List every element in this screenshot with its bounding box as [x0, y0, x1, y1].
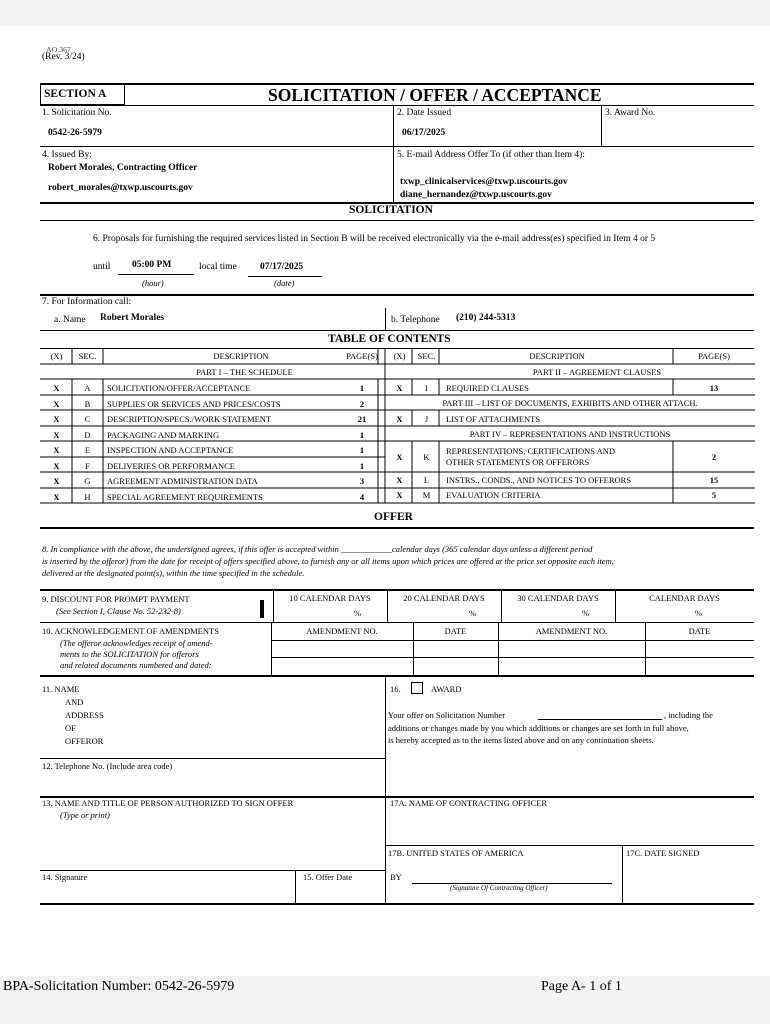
- rule: [385, 675, 386, 903]
- toc-right-m-pages: 5: [711, 490, 717, 500]
- date-value: 07/17/2025: [260, 262, 304, 272]
- toc-right-m-x: X: [396, 490, 403, 500]
- item8-line3: delivered at the designated point(s), within the time specified in the schedule.: [42, 568, 305, 578]
- rule: [385, 845, 754, 846]
- toc-right-j-x: X: [396, 414, 403, 424]
- issued-by-label: 4. Issued By:: [42, 150, 92, 160]
- email-offer-1: txwp_clinicalservices@txwp.uscourts.gov: [400, 177, 568, 187]
- amend-no-label: AMENDMENT NO.: [306, 626, 378, 636]
- toc-right-l-desc: INSTRS., CONDS., AND NOTICES TO OFFERORS: [446, 475, 632, 485]
- toc-row-pages: 2: [359, 398, 365, 409]
- toc-right-m-desc: EVALUATION CRITERIA: [446, 490, 541, 500]
- toc-row-x: X: [53, 476, 60, 486]
- toc-row-x: X: [53, 414, 60, 424]
- form-title: SOLICITATION / OFFER / ACCEPTANCE: [268, 85, 602, 105]
- pct-cal: %: [695, 608, 703, 618]
- toc-row-desc: PACKAGING AND MARKING: [107, 429, 220, 440]
- rule: [40, 675, 754, 677]
- toc-row-desc: SPECIAL AGREEMENT REQUIREMENTS: [107, 491, 263, 502]
- amend-date-label-2: DATE: [688, 626, 711, 636]
- toc-row-desc: INSPECTION AND ACCEPTANCE: [107, 445, 234, 455]
- info-name-label: a. Name: [54, 315, 86, 325]
- rule: [40, 105, 754, 106]
- discount-label: 9. DISCOUNT FOR PROMPT PAYMENT: [42, 594, 190, 604]
- solicitation-no-label: 1. Solicitation No.: [42, 108, 112, 118]
- toc-row-pages: 1: [359, 445, 365, 455]
- hour-value: 05:00 PM: [132, 260, 172, 270]
- signature-label: 14. Signature: [42, 872, 88, 882]
- toc-right-i-desc: REQUIRED CLAUSES: [446, 383, 529, 393]
- sig-caption: (Signature Of Contracting Officer): [450, 884, 548, 892]
- days20-label: 20 CALENDAR DAYS: [403, 593, 485, 603]
- toc-row-x: X: [53, 429, 60, 440]
- amend-sub2: ments to the SOLICITATION for offerors: [60, 649, 199, 659]
- rule: [40, 146, 754, 147]
- email-offer-2: diane_hernandez@txwp.uscourts.gov: [400, 190, 552, 200]
- toc-row-sec: E: [84, 445, 91, 455]
- toc-right-l-pages: 15: [709, 475, 719, 485]
- item8-line2: is inserted by the offeror) from the date for receipt of offers specified above, to furnish any or all items upon which prices are offered at the price set opposite each item,: [42, 556, 614, 566]
- rule: [40, 870, 385, 871]
- rule: [248, 276, 322, 277]
- section-label: SECTION A: [44, 88, 107, 100]
- toc-col-pages: PAGE(S): [346, 351, 378, 361]
- amend-sub3: and related documents numbered and dated:: [60, 660, 212, 670]
- date-signed-label: 17C. DATE SIGNED: [626, 848, 700, 858]
- toc-row-sec: C: [84, 414, 91, 424]
- date-issued-label: 2. Date Issued: [397, 108, 452, 118]
- award-text3: is hereby accepted as to the items listed above and on any continuation sheets.: [388, 735, 654, 745]
- toc-part3: PART III – LIST OF DOCUMENTS, EXHIBITS AND OTHER ATTACH.: [442, 398, 698, 408]
- toc-row-sec: A: [84, 383, 91, 393]
- footer-solicitation-number: BPA-Solicitation Number: 0542-26-5979: [3, 979, 235, 994]
- award-text1: Your offer on Solicitation Number: [388, 710, 506, 720]
- info-telephone-value: (210) 244-5313: [456, 313, 516, 323]
- rule: [295, 870, 296, 903]
- rule: [393, 105, 394, 203]
- amend-label: 10. ACKNOWLEDGEMENT OF AMENDMENTS: [42, 626, 219, 636]
- toc-right-l-x: X: [396, 475, 403, 485]
- pct-20: %: [469, 608, 477, 618]
- footer-page-number: Page A- 1 of 1: [541, 979, 622, 994]
- rule: [118, 274, 194, 275]
- toc-col-desc-right: DESCRIPTION: [529, 351, 585, 361]
- rule: [385, 308, 386, 330]
- local-time-label: local time: [199, 262, 237, 272]
- info-call-label: 7. For Information call:: [42, 297, 132, 307]
- days10-label: 10 CALENDAR DAYS: [289, 593, 371, 603]
- pct-10: %: [354, 608, 362, 618]
- solicitation-heading: SOLICITATION: [349, 204, 433, 216]
- toc-row-sec: D: [84, 429, 91, 440]
- solicitation-no-value: 0542-26-5979: [48, 128, 102, 138]
- toc-row-pages: 21: [357, 414, 367, 424]
- rule: [40, 294, 754, 296]
- toc-right-j-desc: LIST OF ATTACHMENTS: [446, 414, 541, 424]
- toc-row-sec: G: [84, 476, 91, 486]
- auth-label: 13. NAME AND TITLE OF PERSON AUTHORIZED TO SIGN OFFER: [42, 798, 294, 808]
- award-number-label: 16.: [390, 684, 401, 694]
- award-text1b: , including the: [664, 710, 713, 720]
- toc-col-desc: DESCRIPTION: [213, 351, 269, 361]
- toc-part2: PART II – AGREEMENT CLAUSES: [532, 367, 662, 377]
- telephone-label: 12. Telephone No. (Include area code): [42, 761, 173, 771]
- toc-col-pages-right: PAGE(S): [698, 351, 730, 361]
- toc-part1: PART I – THE SCHEDULE: [196, 367, 293, 377]
- toc-right-k-desc1: REPRESENTATIONS, CERTIFICATIONS AND: [446, 446, 616, 456]
- revision-label: (Rev. 3/24): [42, 52, 85, 62]
- cursor-marker: [260, 600, 264, 618]
- toc-right-k-sec: K: [423, 452, 430, 462]
- info-telephone-label: b. Telephone: [391, 315, 440, 325]
- toc-right-k-pages: 2: [711, 452, 717, 462]
- date-issued-value: 06/17/2025: [402, 128, 446, 138]
- toc-grid: [40, 348, 756, 506]
- toc-row-pages: 1: [359, 429, 365, 440]
- rule: [40, 330, 754, 331]
- rule: [40, 622, 754, 623]
- toc-col-x-right: (X): [393, 351, 406, 361]
- auth-sub: (Type or print): [60, 810, 110, 820]
- toc-row-x: X: [53, 445, 60, 455]
- toc-row-desc: DELIVERIES OR PERFORMANCE: [107, 460, 235, 471]
- toc-row-sec: H: [84, 491, 91, 502]
- toc-row-x: X: [53, 398, 60, 409]
- rule: [622, 845, 623, 903]
- rule: [601, 105, 602, 146]
- toc-right-k-desc2: OTHER STATEMENTS OR OFFERORS: [446, 457, 590, 467]
- days30-label: 30 CALENDAR DAYS: [517, 593, 599, 603]
- rule: [40, 589, 754, 591]
- offer-date-label: 15. Offer Date: [303, 872, 353, 882]
- issued-by-name: Robert Morales, Contracting Officer: [48, 163, 198, 173]
- amend-no-label-2: AMENDMENT NO.: [535, 626, 608, 636]
- offeror-name-label: 11. NAME: [42, 684, 80, 694]
- offer-heading: OFFER: [374, 511, 413, 523]
- issued-by-email: robert_morales@txwp.uscourts.gov: [48, 183, 193, 193]
- co-name-label: 17A. NAME OF CONTRACTING OFFICER: [390, 798, 548, 808]
- toc-row-sec: F: [85, 460, 90, 471]
- until-label: until: [93, 262, 111, 272]
- toc-right-i-pages: 13: [709, 383, 719, 393]
- offeror-and: AND: [65, 697, 84, 707]
- rule: [40, 527, 754, 529]
- toc-right-i-sec: I: [425, 383, 428, 393]
- award-label: AWARD: [431, 684, 462, 694]
- rule: [40, 903, 754, 905]
- item6-text: 6. Proposals for furnishing the required services listed in Section B will be received electronically via the e-mail address(es) specified in Item 4 or 5: [93, 234, 656, 244]
- email-offer-label: 5. E-mail Address Offer To (if other than Item 4):: [397, 150, 585, 160]
- hour-caption: (hour): [142, 278, 164, 288]
- toc-row-x: X: [53, 383, 60, 393]
- toc-row-desc: DESCRIPTION/SPECS./WORK STATEMENT: [107, 414, 272, 424]
- toc-right-j-sec: J: [424, 414, 429, 424]
- toc-col-sec-right: SEC.: [417, 351, 436, 361]
- award-no-label: 3. Award No.: [605, 108, 656, 118]
- toc-row-desc: SUPPLIES OR SERVICES AND PRICES/COSTS: [107, 398, 281, 409]
- offeror-offeror: OFFEROR: [65, 736, 104, 746]
- form-number: AO 367: [46, 45, 71, 54]
- toc-col-sec: SEC.: [78, 351, 97, 361]
- toc-heading: TABLE OF CONTENTS: [328, 333, 451, 345]
- amend-sub1: (The offeror acknowledges receipt of amend-: [60, 638, 213, 648]
- award-text2: additions or changes made by you which additions or changes are set forth in full above,: [388, 723, 689, 733]
- toc-row-desc: AGREEMENT ADMINISTRATION DATA: [107, 476, 258, 486]
- rule: [40, 758, 385, 759]
- toc-row-pages: 1: [359, 460, 365, 471]
- toc-right-i-x: X: [396, 383, 403, 393]
- amend-date-label: DATE: [444, 626, 467, 636]
- toc-row-pages: 1: [359, 383, 365, 393]
- toc-row-sec: B: [84, 398, 91, 409]
- toc-row-x: X: [53, 460, 60, 471]
- offeror-of: OF: [65, 723, 76, 733]
- rule: [271, 657, 754, 658]
- info-name-value: Robert Morales: [100, 313, 165, 323]
- rule: [538, 719, 662, 720]
- by-label: BY: [390, 872, 402, 882]
- toc-part4: PART IV – REPRESENTATIONS AND INSTRUCTIONS: [469, 429, 671, 439]
- days-cal-label: CALENDAR DAYS: [649, 593, 720, 603]
- pct-30: %: [582, 608, 590, 618]
- toc-row-pages: 3: [359, 476, 365, 486]
- toc-right-l-sec: L: [423, 475, 430, 485]
- toc-right-k-x: X: [396, 452, 403, 462]
- toc-row-desc: SOLICITATION/OFFER/ACCEPTANCE: [107, 383, 251, 393]
- date-caption: (date): [274, 278, 295, 288]
- item8-line1: 8. In compliance with the above, the undersigned agrees, if this offer is accepted within ____________calendar days (365 calendar days unless a different period: [42, 544, 593, 554]
- offeror-address: ADDRESS: [65, 710, 104, 720]
- rule: [40, 220, 754, 221]
- toc-row-x: X: [53, 491, 60, 502]
- toc-col-x: (X): [50, 351, 63, 361]
- award-checkbox[interactable]: [411, 682, 423, 694]
- discount-sub: (See Section I, Clause No. 52-232-8): [56, 606, 181, 616]
- toc-right-m-sec: M: [422, 490, 431, 500]
- rule: [271, 640, 754, 641]
- toc-row-pages: 4: [359, 491, 365, 502]
- usa-label: 17B. UNITED STATES OF AMERICA: [388, 848, 524, 858]
